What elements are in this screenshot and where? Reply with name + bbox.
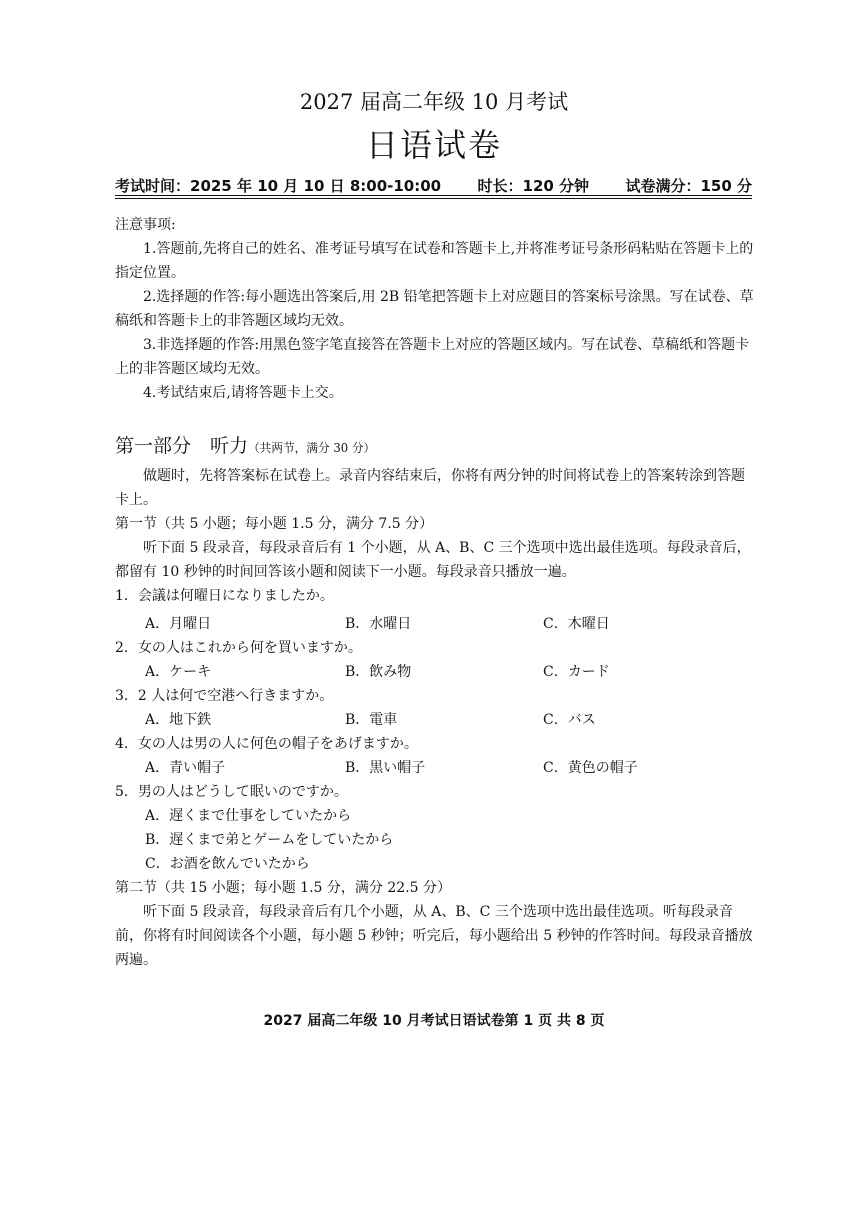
- option-c: C．黄色の帽子: [543, 760, 638, 776]
- part1-heading: [115, 434, 755, 460]
- exam-title: 2027 届高二年级 10 月考试: [299, 90, 569, 114]
- option-c: C．木曜日: [543, 616, 610, 632]
- option-c: C．カード: [543, 664, 610, 680]
- page-footer: 2027 届高二年级 10 月考试日语试卷第 1 页 共 8 页: [263, 1013, 605, 1029]
- exam-full-score: 试卷满分：150 分: [625, 177, 752, 195]
- notice-item: 2.选择题的作答:每小题选出答案后,用 2B 铅笔把答题卡上对应题目的答案标号涂黑。写在试卷、草稿纸和答题卡上的非答题区域均无效。: [115, 289, 754, 329]
- subject-title: 日语试卷: [365, 126, 502, 164]
- part1-title: 第一部分 听力: [115, 435, 249, 457]
- option-a: A．ケーキ: [145, 664, 212, 680]
- part1-intro-block: [115, 464, 755, 584]
- exam-time: 考试时间：2025 年 10 月 10 日 8:00-10:00: [115, 177, 442, 195]
- option-c: C．バス: [543, 712, 596, 728]
- part1-intro: 做题时，先将答案标在试卷上。录音内容结束后，你将有两分钟的时间将试卷上的答案转涂到答题卡上。: [115, 468, 745, 508]
- section2-block: [115, 876, 755, 972]
- double-rule-top: [115, 195, 752, 196]
- option-c: C．お酒を飲んでいたから: [145, 856, 310, 872]
- question-stem: 5．男の人はどうして眠いのですか。: [115, 784, 348, 800]
- option-b: B．遅くまで弟とゲームをしていたから: [145, 832, 394, 848]
- option-a: A．青い帽子: [145, 760, 226, 776]
- question-stem: 1．会議は何曜日になりましたか。: [115, 588, 334, 604]
- question-stem: 2．女の人はこれから何を買いますか。: [115, 640, 362, 656]
- exam-duration: 时长：120 分钟: [477, 177, 590, 195]
- section2-title: 第二节（共 15 小题；每小题 1.5 分，满分 22.5 分）: [115, 880, 451, 896]
- option-b: B．飲み物: [345, 664, 412, 680]
- option-a: A．地下鉄: [145, 712, 212, 728]
- section2-instructions: 听下面 5 段录音，每段录音后有几个小题，从 A、B、C 三个选项中选出最佳选项。听每段录音前，你将有时间阅读各个小题，每小题 5 秒钟；听完后，每小题给出 5 秒钟的作答时间。每段录音播放两遍。: [115, 904, 753, 968]
- notice-item: 3.非选择题的作答:用黑色签字笔直接答在答题卡上对应的答题区域内。写在试卷、草稿纸和答题卡上的非答题区域均无效。: [115, 337, 750, 377]
- section1-title: 第一节（共 5 小题；每小题 1.5 分，满分 7.5 分）: [115, 516, 434, 532]
- option-b: B．電車: [345, 712, 398, 728]
- notice-block: [115, 213, 755, 405]
- exam-info-line: [115, 175, 752, 196]
- question-stem: 4．女の人は男の人に何色の帽子をあげますか。: [115, 736, 418, 752]
- option-b: B．水曜日: [345, 616, 412, 632]
- double-rule-bottom: [115, 198, 752, 199]
- question-stem: 3．2 人は何で空港へ行きますか。: [115, 688, 334, 704]
- option-a: A．遅くまで仕事をしていたから: [145, 808, 352, 824]
- notice-item: 4.考试结束后,请将答题卡上交。: [143, 385, 343, 401]
- part1-title-note: （共两节，满分 30 分）: [248, 441, 376, 455]
- option-b: B．黒い帽子: [345, 760, 426, 776]
- option-a: A．月曜日: [145, 616, 212, 632]
- notice-item: 1.答题前,先将自己的姓名、准考证号填写在试卷和答题卡上,并将准考证号条形码粘贴在答题卡上的指定位置。: [115, 241, 754, 281]
- notice-heading: 注意事项:: [115, 217, 176, 233]
- section1-instructions: 听下面 5 段录音，每段录音后有 1 个小题，从 A、B、C 三个选项中选出最佳选项。每段录音后，都留有 10 秒钟的时间回答该小题和阅读下一小题。每段录音只播放一遍。: [115, 540, 751, 580]
